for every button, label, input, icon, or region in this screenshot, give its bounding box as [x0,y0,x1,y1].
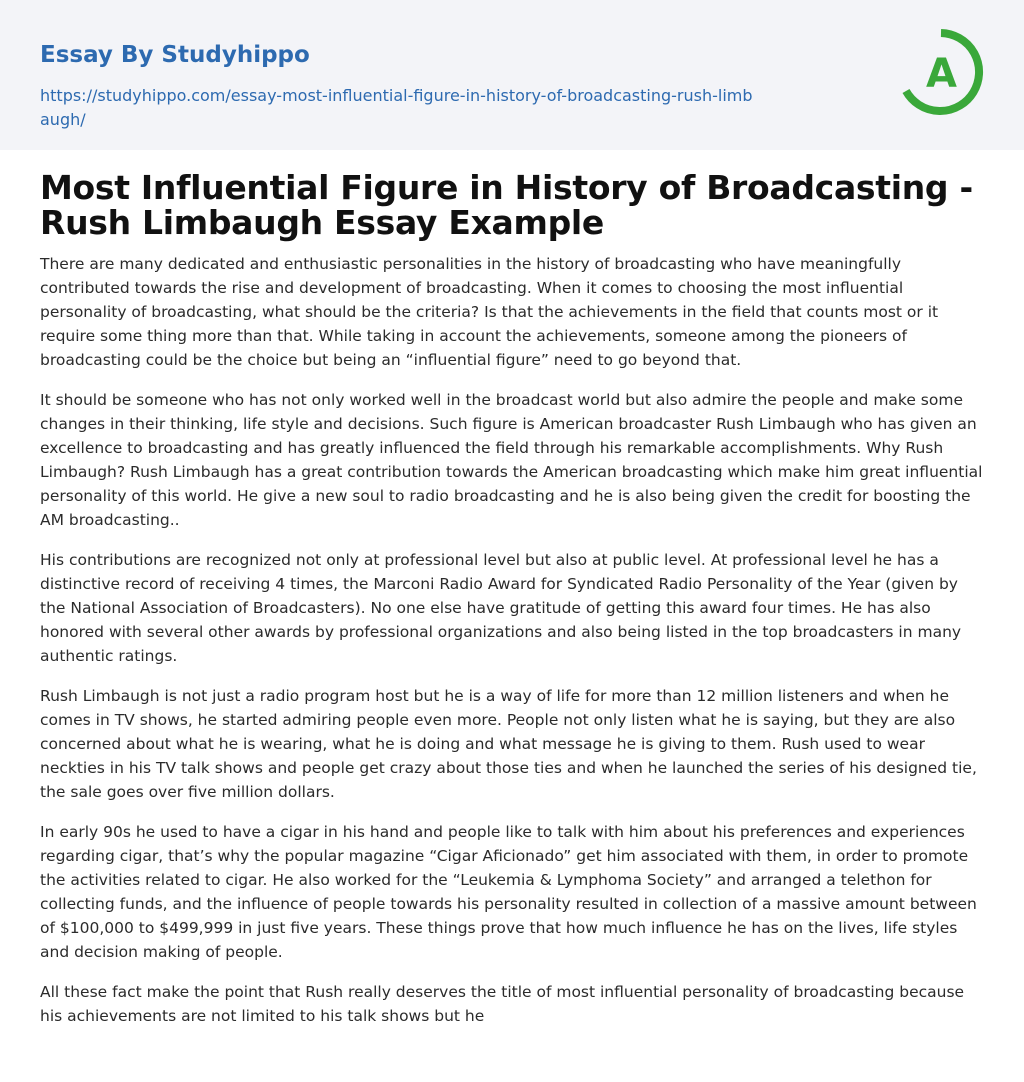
essay-paragraph: His contributions are recognized not only at professional level but also at public level. At professional level he has a distinctive record of receiving 4 times, the Marconi Radio Award for Syndicated Radio Personality of the Year (given by the National Association of Broadcasters). No one else have gratitude of getting this award four times. He has also honored with several other awards by professional organizations and also being listed in the top broadcasters in many authentic ratings. [40,551,962,665]
essay-paragraph: All these fact make the point that Rush really deserves the title of most influential personality of broadcasting because his achievements are not limited to his talk shows but he [40,983,965,1025]
studyhippo-logo-icon[interactable] [898,29,984,115]
site-header [0,0,1024,150]
essay-paragraph: It should be someone who has not only worked well in the broadcast world but also admire the people and make some changes in their thinking, life style and decisions. Such figure is American broadcaster Rush Limbaugh who has given an excellence to broadcasting and has greatly influenced the field through his remarkable accomplishments. Why Rush Limbaugh? Rush Limbaugh has a great contribution towards the American broadcasting which make him great influential personality of this world. He give a new soul to radio broadcasting and he is also being given the credit for boosting the AM broadcasting.. [40,391,983,529]
essay-paragraph: Rush Limbaugh is not just a radio program host but he is a way of life for more than 12 million listeners and when he comes in TV shows, he started admiring people even more. People not only listen what he is saying, but they are also concerned about what he is wearing, what he is doing and what message he is giving to them. Rush used to wear neckties in his TV talk shows and people get crazy about those ties and when he launched the series of his designed tie, the sale goes over five million dollars. [40,687,977,801]
essay-content [0,170,1024,1028]
essay-title: Most Influential Figure in History of Broadcasting - Rush Limbaugh Essay Example [40,168,973,242]
essay-url-link[interactable]: https://studyhippo.com/essay-most-influential-figure-in-history-of-broadcasting-rush-limbaugh/ [40,86,753,129]
logo-letter: A [926,51,957,97]
essay-paragraph: In early 90s he used to have a cigar in his hand and people like to talk with him about his preferences and experiences regarding cigar, that’s why the popular magazine “Cigar Aficionado” get him associated with them, in order to promote the activities related to cigar. He also worked for the “Leukemia & Lymphoma Society” and arranged a telethon for collecting funds, and the influence of people towards his personality resulted in collection of a massive amount between of $100,000 to $499,999 in just five years. These things prove that how much influence he has on the lives, life styles and decision making of people. [40,823,977,961]
site-brand[interactable]: Essay By Studyhippo [40,42,310,68]
essay-paragraph: There are many dedicated and enthusiastic personalities in the history of broadcasting who have meaningfully contributed towards the rise and development of broadcasting. When it comes to choosing the most influential personality of broadcasting, what should be the criteria? Is that the achievements in the field that counts most or it require some thing more than that. While taking in account the achievements, someone among the pioneers of broadcasting could be the choice but being an “influential figure” need to go beyond that. [40,255,939,369]
